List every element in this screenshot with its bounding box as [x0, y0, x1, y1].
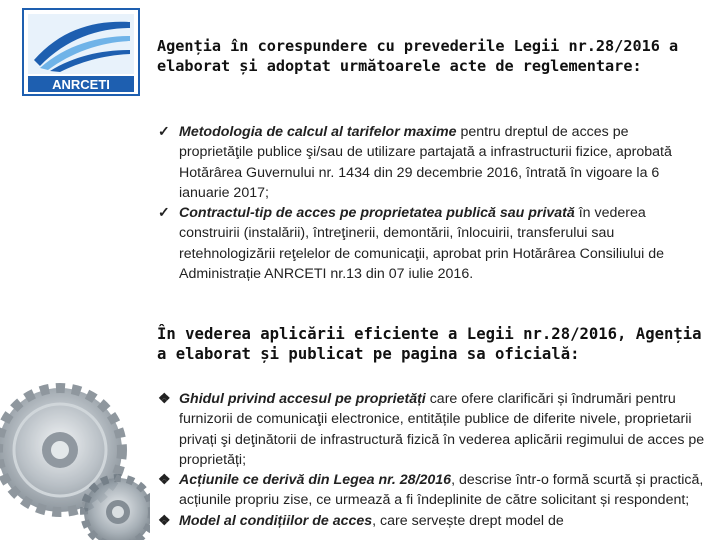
item-text: , descrise într-o formă scurtă și practică, acțiunile propriu zise, ce urmează a fi îndeplinite de către solicitant și respondent;	[179, 472, 704, 509]
anrceti-logo	[22, 8, 140, 96]
gears-image	[0, 300, 150, 540]
list-item	[158, 470, 706, 511]
logo-text: ANRCETI	[52, 77, 110, 92]
item-text: în vederea construirii (instalării), întreţinerii, demontării, înlocuirii, transferului sau retehnologizării reţelelor de comunicaţii, aprobat prin Hotărârea Consiliului de Administrație ANRCETI nr.13 din 07 iulie 2016.	[179, 205, 665, 283]
published-list	[158, 389, 706, 531]
acts-list	[158, 122, 706, 284]
list-item	[158, 122, 706, 203]
diamond-bullet-icon: ❖	[158, 391, 171, 407]
list-item	[158, 389, 706, 470]
list-item	[158, 511, 706, 531]
item-title: Model al condițiilor de acces	[179, 512, 373, 529]
item-title: Ghidul privind accesul pe proprietăți	[179, 391, 426, 407]
diamond-bullet-icon: ❖	[158, 472, 171, 489]
item-text: care ofere clarificări și îndrumări pentru furnizorii de comunicaţii electronice, entitățile publice de diferite nivele, proprietarii privați şi deţinătorii de infrastructură fizică în vederea aplicării regimului de acces pe proprietăți;	[179, 391, 705, 468]
heading-acts-adopted: Agenția în corespundere cu prevederile Legii nr.28/2016 a elaborat și adoptat următoarele acte de reglementare:	[157, 37, 679, 75]
diamond-bullet-icon: ❖	[158, 512, 171, 529]
item-text: , care servește drept model de	[372, 512, 564, 529]
item-title: Metodologia de calcul al tarifelor maxime	[179, 124, 457, 140]
item-title: Contractul-tip de acces pe proprietatea publică sau privată	[179, 205, 575, 222]
item-title: Acțiunile ce derivă din Legea nr. 28/2016	[179, 472, 452, 489]
heading-published: În vederea aplicării eficiente a Legii nr.28/2016, Agenția a elaborat și publicat pe pagina sa oficială:	[157, 325, 702, 363]
check-icon: ✓	[158, 124, 170, 140]
list-item	[158, 203, 706, 284]
item-text: pentru dreptul de acces pe proprietăţile publice şi/sau de utilizare partajată a infrastructurii fizice, aprobată Hotărârea Guvernului nr. 1434 din 29 decembrie 2016, întrată în vigoare la 6 ianuarie 2017;	[179, 124, 672, 201]
check-icon: ✓	[158, 205, 170, 222]
